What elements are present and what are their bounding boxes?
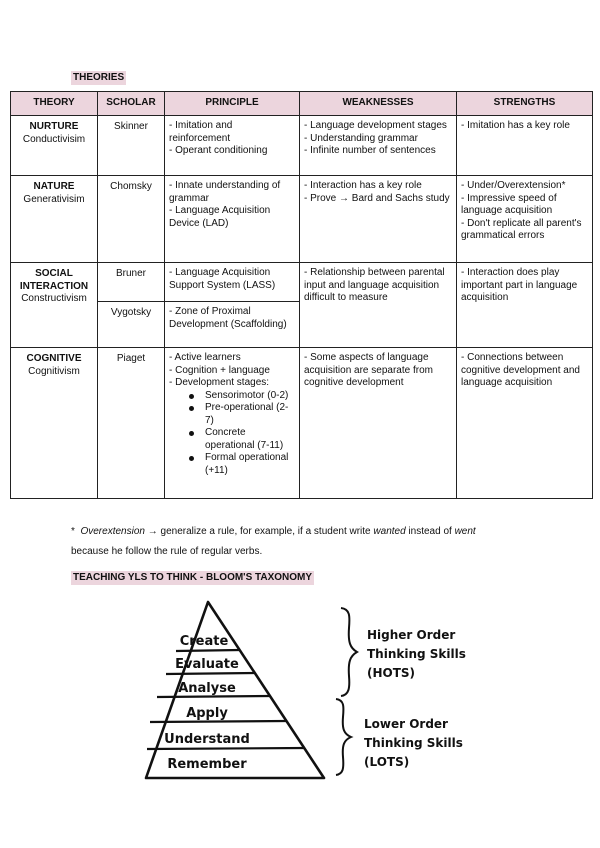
weaknesses-cell: - Some aspects of language acquisition are separate from cognitive development <box>300 348 457 499</box>
theory-name: COGNITIVE <box>26 353 82 364</box>
lots-line: (LOTS) <box>364 755 410 769</box>
scholar-cell: Skinner <box>98 116 165 176</box>
footnote-text: instead of <box>405 526 455 537</box>
table-row <box>11 176 593 263</box>
pyramid-divider <box>147 748 305 749</box>
theory-subname: Conductivisim <box>22 133 86 145</box>
principle-cell: - Language Acquisition Support System (LASS) <box>165 263 300 302</box>
footnote <box>71 522 551 562</box>
weakness-line: - Prove → Bard and Sachs study <box>304 192 450 204</box>
theory-cell <box>11 116 98 176</box>
strength-line: - Impressive speed of language acquisition <box>461 192 557 216</box>
development-stages-list <box>189 390 295 478</box>
footnote-text: because he follow the rule of regular verbs. <box>71 546 263 557</box>
header-scholar: SCHOLAR <box>98 92 165 116</box>
principle-cell <box>165 116 300 176</box>
strength-line: - Imitation has a key role <box>461 120 570 131</box>
theory-cell <box>11 176 98 263</box>
pyramid-divider <box>157 696 270 697</box>
lots-brace <box>333 697 355 777</box>
hots-line: Thinking Skills <box>367 647 466 661</box>
principle-line: - Cognition + language <box>169 364 270 376</box>
theory-name: SOCIAL <box>35 268 73 279</box>
header-principle: PRINCIPLE <box>165 92 300 116</box>
header-strengths: STRENGTHS <box>457 92 593 116</box>
lots-label <box>364 715 463 772</box>
theory-cell <box>11 348 98 499</box>
weakness-line: - Language development stages <box>304 120 447 131</box>
header-theory: THEORY <box>11 92 98 116</box>
principle-line: - Operant conditioning <box>169 145 268 156</box>
strength-line: - Don't replicate all parent's grammatical errors <box>461 217 582 241</box>
pyramid-divider <box>150 721 286 722</box>
strengths-cell: - Connections between cognitive development and language acquisition <box>457 348 593 499</box>
strengths-cell <box>457 176 593 263</box>
pyramid-level-understand: Understand <box>164 732 250 747</box>
principle-cell <box>165 348 300 499</box>
theories-heading: THEORIES <box>73 72 125 83</box>
scholar-cell: Chomsky <box>98 176 165 263</box>
principle-line: - Language Acquisition Device (LAD) <box>169 205 271 229</box>
table-header-row <box>11 92 593 116</box>
footnote-term: Overextension <box>80 526 145 537</box>
table-row <box>11 348 593 499</box>
theory-cell <box>11 263 98 348</box>
bloom-heading: TEACHING YLS TO THINK - BLOOM'S TAXONOMY <box>73 572 313 583</box>
pyramid-divider <box>176 650 240 651</box>
hots-brace <box>338 606 360 698</box>
lots-line: Thinking Skills <box>364 736 463 750</box>
strengths-cell <box>457 116 593 176</box>
theory-name: NATURE <box>33 181 75 192</box>
pyramid-level-create: Create <box>179 634 229 649</box>
strength-line: - Under/Overextension* <box>461 180 566 191</box>
principle-cell: - Zone of Proximal Development (Scaffolding) <box>165 302 300 348</box>
theory-subname: Constructivism <box>21 293 87 304</box>
weaknesses-cell <box>300 176 457 263</box>
pyramid-divider <box>166 673 255 674</box>
footnote-text: → generalize a rule, for example, if a student write <box>144 526 374 537</box>
weakness-line: - Understanding grammar <box>304 132 418 144</box>
principle-line: - Development stages: <box>169 377 270 388</box>
scholar-cell: Bruner <box>98 263 165 302</box>
hots-label <box>367 626 466 683</box>
theory-subname: Cognitivism <box>28 365 80 377</box>
bloom-pyramid <box>140 598 330 782</box>
pyramid-level-evaluate: Evaluate <box>175 657 239 672</box>
footnote-example: went <box>454 526 476 537</box>
theory-subname: Generativisim <box>23 193 85 205</box>
table-row <box>11 116 593 176</box>
scholar-cell: Vygotsky <box>98 302 165 348</box>
footnote-star: * <box>71 526 75 537</box>
principle-cell <box>165 176 300 263</box>
strengths-cell: - Interaction does play important part in language acquisition <box>457 263 593 348</box>
weakness-line: - Interaction has a key role <box>304 180 422 191</box>
weaknesses-cell <box>300 116 457 176</box>
footnote-example: wanted <box>373 526 406 537</box>
hots-line: Higher Order <box>367 628 456 642</box>
theories-table <box>10 91 593 499</box>
principle-line: - Imitation and reinforcement <box>169 120 233 144</box>
header-weaknesses: WEAKNESSES <box>300 92 457 116</box>
hots-line: (HOTS) <box>367 666 416 680</box>
table-row <box>11 263 593 302</box>
list-item: Concrete operational (7-11) <box>189 427 295 452</box>
list-item: Sensorimotor (0-2) <box>189 390 295 403</box>
pyramid-level-remember: Remember <box>167 757 247 772</box>
principle-line: - Innate understanding of grammar <box>169 180 281 204</box>
theory-name: NURTURE <box>29 121 79 132</box>
scholar-cell: Piaget <box>98 348 165 499</box>
theory-name-line2: INTERACTION <box>19 280 89 292</box>
weakness-line: - Infinite number of sentences <box>304 145 436 156</box>
list-item: Formal operational (+11) <box>189 452 295 477</box>
weaknesses-cell: - Relationship between parental input and language acquisition difficult to measure <box>300 263 457 348</box>
list-item: Pre-operational (2-7) <box>189 402 295 427</box>
pyramid-level-apply: Apply <box>186 706 228 721</box>
principle-line: - Active learners <box>169 352 241 363</box>
pyramid-level-analyse: Analyse <box>178 681 236 696</box>
lots-line: Lower Order <box>364 717 448 731</box>
